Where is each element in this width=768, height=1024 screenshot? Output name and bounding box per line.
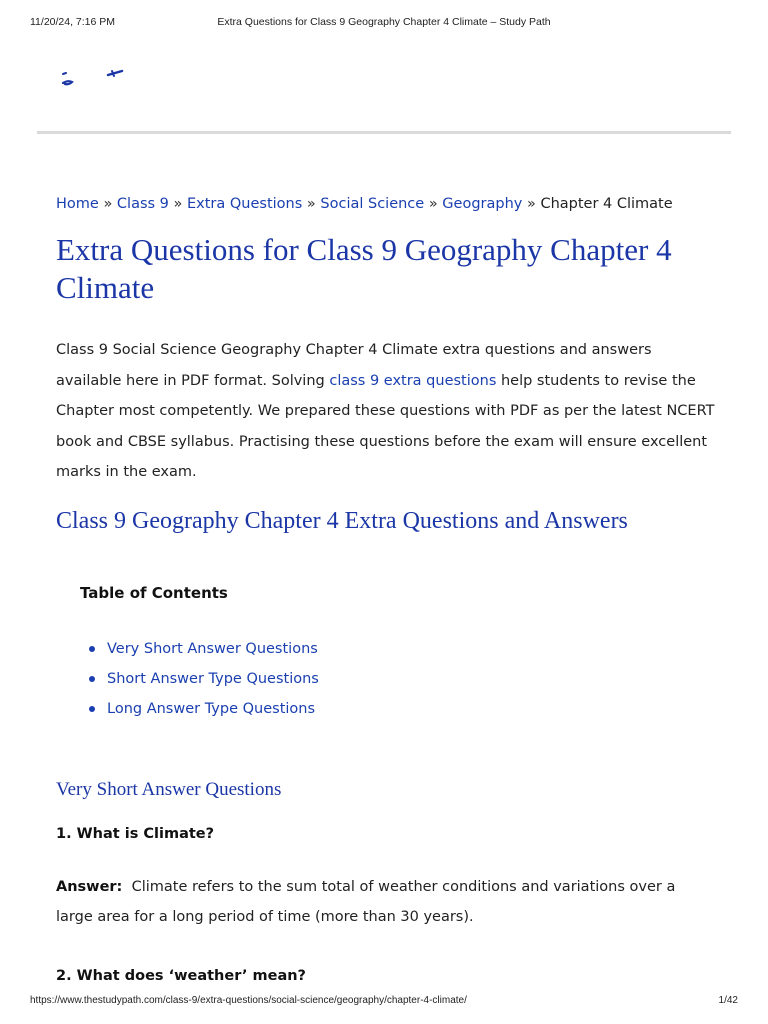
answer-1-text: Climate refers to the sum total of weather conditions and variations over a large area for a long period of time (more than 30 years). [56, 878, 676, 925]
breadcrumb-geography[interactable]: Geography [442, 196, 523, 212]
question-1: 1. What is Climate? [56, 825, 215, 842]
toc-link-short-answer[interactable]: Short Answer Type Questions [107, 670, 319, 687]
breadcrumb-home[interactable]: Home [56, 196, 99, 212]
answer-1 [56, 872, 716, 933]
print-header [30, 16, 738, 32]
breadcrumb [56, 193, 716, 215]
site-logo-icon[interactable] [60, 66, 130, 88]
print-footer [30, 995, 738, 1009]
answer-label: Answer: [56, 878, 123, 895]
section-heading: Class 9 Geography Chapter 4 Extra Questions and Answers [56, 507, 628, 534]
intro-text-end: help students to revise the Chapter most competently. We prepared these questions with PDF as per the latest NCERT book and CBSE syllabus. Practising these questions before the exam will ensure excellent marks in the exam. [56, 372, 715, 480]
toc-item [80, 694, 716, 724]
toc-title: Table of Contents [80, 583, 228, 602]
page-title: Extra Questions for Class 9 Geography Chapter 4 Climate [56, 232, 672, 305]
print-date: 11/20/24, 7:16 PM [30, 16, 116, 28]
table-of-contents [80, 582, 716, 724]
toc-link-long-answer[interactable]: Long Answer Type Questions [107, 700, 316, 717]
article-content [56, 193, 716, 987]
breadcrumb-separator: » [306, 196, 316, 212]
toc-item [80, 664, 716, 694]
toc-list [80, 634, 716, 724]
page-number: 1/42 [718, 995, 738, 1006]
breadcrumb-separator: » [428, 196, 438, 212]
intro-text-start: Class 9 Social Science Geography Chapter 4 Climate extra questions and answers available here in PDF format. Solving [56, 342, 652, 389]
bullet-icon [89, 646, 95, 652]
print-url: https://www.thestudypath.com/class-9/extra-questions/social-science/geography/chapter-4-climate/ [30, 995, 467, 1006]
toc-item [80, 634, 716, 664]
breadcrumb-current: Chapter 4 Climate [540, 196, 673, 212]
breadcrumb-separator: » [173, 196, 183, 212]
breadcrumb-social-science[interactable]: Social Science [320, 196, 425, 212]
breadcrumb-separator: » [103, 196, 113, 212]
toc-link-very-short-answer[interactable]: Very Short Answer Questions [107, 640, 318, 657]
breadcrumb-class-9[interactable]: Class 9 [116, 196, 169, 212]
header-divider [37, 131, 731, 134]
breadcrumb-separator: » [526, 196, 536, 212]
class-9-extra-questions-link[interactable]: class 9 extra questions [329, 372, 497, 389]
breadcrumb-extra-questions[interactable]: Extra Questions [187, 196, 303, 212]
bullet-icon [89, 706, 95, 712]
print-page-title: Extra Questions for Class 9 Geography Chapter 4 Climate – Study Path [217, 16, 551, 28]
bullet-icon [89, 676, 95, 682]
intro-paragraph [56, 335, 716, 488]
question-2: 2. What does ‘weather’ mean? [56, 967, 306, 984]
very-short-answer-heading: Very Short Answer Questions [56, 778, 282, 800]
